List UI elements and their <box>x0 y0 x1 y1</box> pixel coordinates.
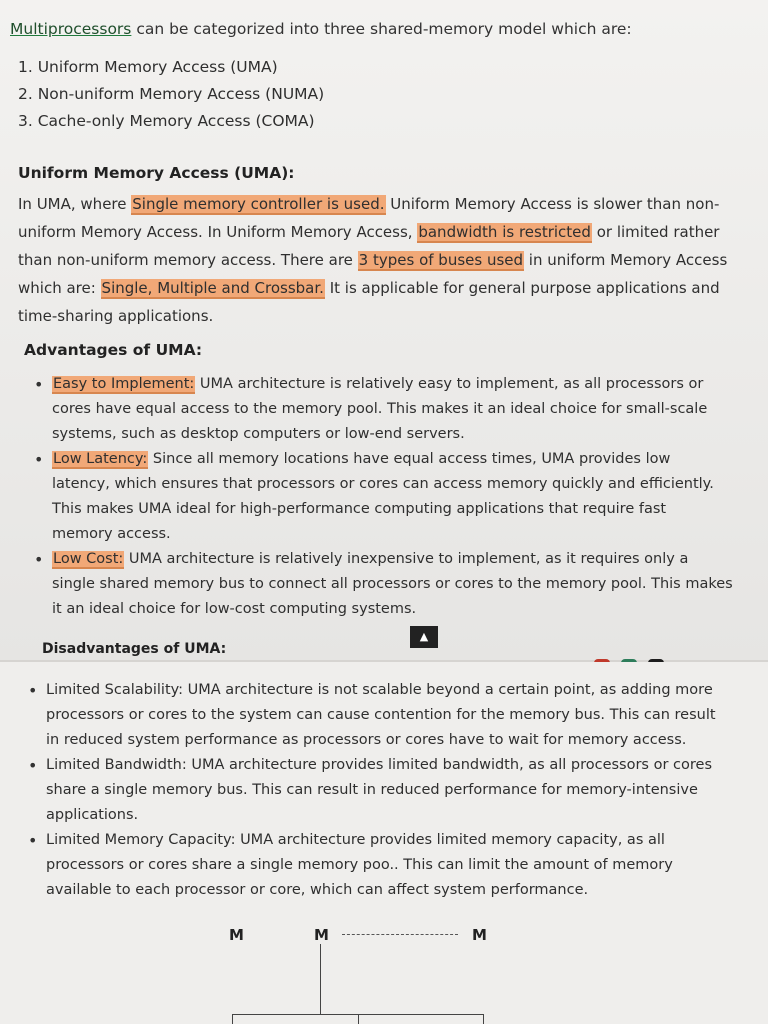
text: UMA architecture is relatively easy to implement, as all processors or <box>195 376 704 392</box>
text: available to each processor or core, which can affect system performance. <box>46 882 589 898</box>
text: In UMA, where <box>18 195 132 213</box>
text: • Limited Memory Capacity: UMA architecture provides limited memory capacity, as all <box>46 832 665 848</box>
uma-heading: Uniform Memory Access (UMA): <box>18 164 295 182</box>
list-item: 3. Cache-only Memory Access (COMA) <box>18 112 315 130</box>
text: share a single memory bus. This can result in reduced performance for memory-intensive <box>46 782 698 798</box>
memory-models-list <box>18 58 324 139</box>
text: cores have equal access to the memory pool. This makes it an ideal choice for small-scale <box>52 401 708 417</box>
lower-photo-section <box>0 662 768 1024</box>
highlight: Easy to Implement: <box>53 376 195 392</box>
list-item <box>28 753 748 828</box>
diagram-vertical-bus <box>320 944 321 1014</box>
advantages-heading: Advantages of UMA: <box>24 341 203 359</box>
text: • Limited Bandwidth: UMA architecture provides limited bandwidth, as all processors or cores <box>46 757 713 773</box>
list-item: 1. Uniform Memory Access (UMA) <box>18 58 278 76</box>
list-item: 2. Non-uniform Memory Access (NUMA) <box>18 85 325 103</box>
list-item <box>34 447 734 547</box>
diagram-memory-label: M <box>314 926 329 944</box>
text: processors or cores share a single memory poo.. This can limit the amount of memory <box>46 857 673 873</box>
text: than non-uniform memory access. There are <box>18 251 358 269</box>
disadvantages-heading: Disadvantages of UMA: <box>42 641 227 657</box>
scroll-to-top-button[interactable]: ▲ <box>410 626 438 648</box>
text: memory access. <box>52 526 171 542</box>
text: applications. <box>46 807 139 823</box>
diagram-bus-tick <box>483 1014 484 1024</box>
text: UMA architecture is relatively inexpensive to implement, as it requires only a <box>124 551 689 567</box>
advantages-list <box>34 372 734 622</box>
text: single shared memory bus to connect all processors or cores to the memory pool. This makes <box>52 576 733 592</box>
highlight: Low Latency: <box>53 451 148 467</box>
intro-text: can be categorized into three shared-memory model which are: <box>131 20 632 38</box>
browser-tab-strip <box>588 652 708 662</box>
diagram-bus-tick <box>232 1014 233 1024</box>
highlight: 3 types of buses used <box>358 251 524 269</box>
diagram-memory-label: M <box>229 926 244 944</box>
text: Since all memory locations have equal access times, UMA provides low <box>148 451 671 467</box>
text: This makes UMA ideal for high-performance computing applications that require fast <box>52 501 667 517</box>
text: It is applicable for general purpose applications and <box>324 279 720 297</box>
text: uniform Memory Access. In Uniform Memory Access, <box>18 223 418 241</box>
highlight: Single, Multiple and Crossbar. <box>101 279 324 297</box>
list-item <box>34 372 734 447</box>
list-item <box>28 678 748 753</box>
text: • Limited Scalability: UMA architecture is not scalable beyond a certain point, as adding more <box>46 682 713 698</box>
list-item <box>28 828 748 903</box>
diagram-memory-label: M <box>472 926 487 944</box>
highlight: Low Cost: <box>53 551 124 567</box>
list-item <box>34 547 734 622</box>
diagram-bus-tick <box>358 1014 359 1024</box>
disadvantages-list <box>28 678 748 903</box>
text: latency, which ensures that processors or cores can access memory quickly and efficiently. <box>52 476 714 492</box>
text: systems, such as desktop computers or low-end servers. <box>52 426 465 442</box>
diagram-dashed-connector <box>342 934 458 935</box>
text: in reduced system performance as processors or cores have to wait for memory access. <box>46 732 687 748</box>
text: which are: <box>18 279 101 297</box>
text: time-sharing applications. <box>18 307 214 325</box>
text: in uniform Memory Access <box>524 251 728 269</box>
uma-paragraph <box>18 190 758 330</box>
text: processors or cores to the system can cause contention for the memory bus. This can result <box>46 707 716 723</box>
text: it an ideal choice for low-cost computing systems. <box>52 601 417 617</box>
highlight: Single memory controller is used. <box>132 195 385 213</box>
highlight: bandwidth is restricted <box>418 223 591 241</box>
multiprocessors-link[interactable]: Multiprocessors <box>10 20 132 38</box>
intro-sentence <box>10 20 632 38</box>
text: or limited rather <box>591 223 720 241</box>
text: Uniform Memory Access is slower than non- <box>385 195 720 213</box>
